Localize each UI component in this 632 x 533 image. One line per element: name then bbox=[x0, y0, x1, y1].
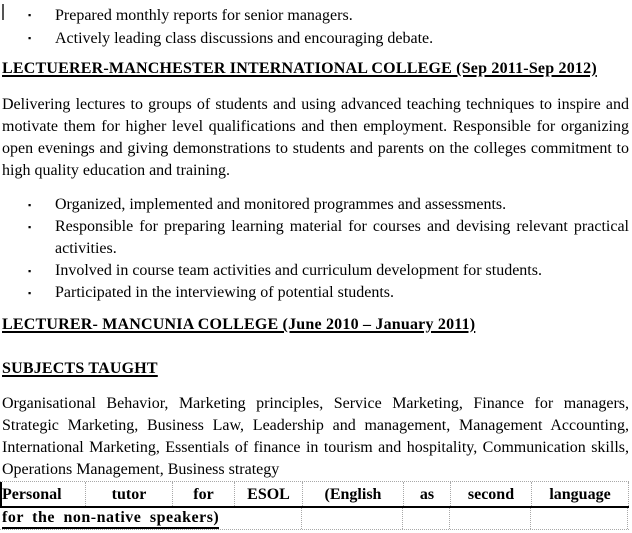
table-cell: tutor bbox=[86, 482, 173, 506]
list-item bbox=[2, 282, 629, 304]
list-item bbox=[2, 27, 629, 50]
bullet-list-top bbox=[2, 4, 629, 50]
heading-subjects-taught: SUBJECTS TAUGHT bbox=[2, 360, 158, 377]
table-gridline bbox=[402, 508, 403, 529]
table-gridline bbox=[301, 508, 302, 529]
table-cell: (English bbox=[303, 482, 404, 506]
table-cell: as bbox=[404, 482, 451, 506]
bullet-list-manchester-duties bbox=[2, 194, 629, 304]
bullet-icon: ▪ bbox=[28, 200, 32, 210]
table-cell: second bbox=[451, 482, 532, 506]
bullet-icon: ▪ bbox=[28, 288, 32, 298]
paragraph-manchester-role: Delivering lectures to groups of students and using advanced teaching techniques to inspire and motivate them for higher level qualifications and then employment. Responsible for organizing open evenings and giving demonstrations to students and parents on the colleges commitment to high quality education and training. bbox=[2, 96, 629, 179]
cursor-artifact bbox=[2, 4, 4, 20]
table-row bbox=[0, 482, 629, 508]
table-cell-text: for the non-native speakers) bbox=[2, 508, 219, 529]
document-page bbox=[0, 4, 632, 533]
table-cell: Personal bbox=[2, 482, 86, 506]
list-item bbox=[2, 4, 629, 27]
table-gridline bbox=[449, 508, 450, 529]
bullet-icon: ▪ bbox=[28, 10, 32, 20]
bullet-text: Actively leading class discussions and encouraging debate. bbox=[55, 30, 434, 47]
list-item bbox=[2, 216, 629, 260]
paragraph-subjects-list: Organisational Behavior, Marketing principles, Service Marketing, Finance for managers, Strategic Marketing, Business Law, Leadership and management, Management Accounting, International Marketing, Essentials of finance in tourism and hospitality, Communication skills, Operations Management, Business strategy bbox=[2, 395, 629, 478]
bullet-text: Involved in course team activities and curriculum development for students. bbox=[55, 262, 542, 279]
list-item bbox=[2, 260, 629, 282]
bullet-text: Participated in the interviewing of potential students. bbox=[55, 284, 395, 301]
bullet-text: Prepared monthly reports for senior managers. bbox=[55, 7, 353, 24]
esol-table bbox=[0, 481, 629, 530]
bullet-icon: ▪ bbox=[28, 33, 32, 43]
bullet-text: Organized, implemented and monitored programmes and assessments. bbox=[55, 196, 507, 213]
heading-lecturer-mancunia: LECTURER- MANCUNIA COLLEGE (June 2010 – January 2011) bbox=[2, 316, 476, 333]
bullet-icon: ▪ bbox=[28, 222, 32, 232]
document-content bbox=[0, 4, 632, 530]
heading-lecturer-manchester: LECTUERER-MANCHESTER INTERNATIONAL COLLEGE (Sep 2011-Sep 2012) bbox=[2, 60, 597, 77]
table-cell: ESOL bbox=[235, 482, 303, 506]
bullet-text: Responsible for preparing learning material for courses and devising relevant practical activities. bbox=[55, 218, 629, 257]
table-cell: language bbox=[532, 482, 629, 506]
table-cell: for bbox=[173, 482, 235, 506]
bullet-icon: ▪ bbox=[28, 266, 32, 276]
table-row bbox=[0, 508, 629, 530]
list-item bbox=[2, 194, 629, 216]
table-gridline bbox=[627, 508, 628, 529]
table-gridline bbox=[530, 508, 531, 529]
